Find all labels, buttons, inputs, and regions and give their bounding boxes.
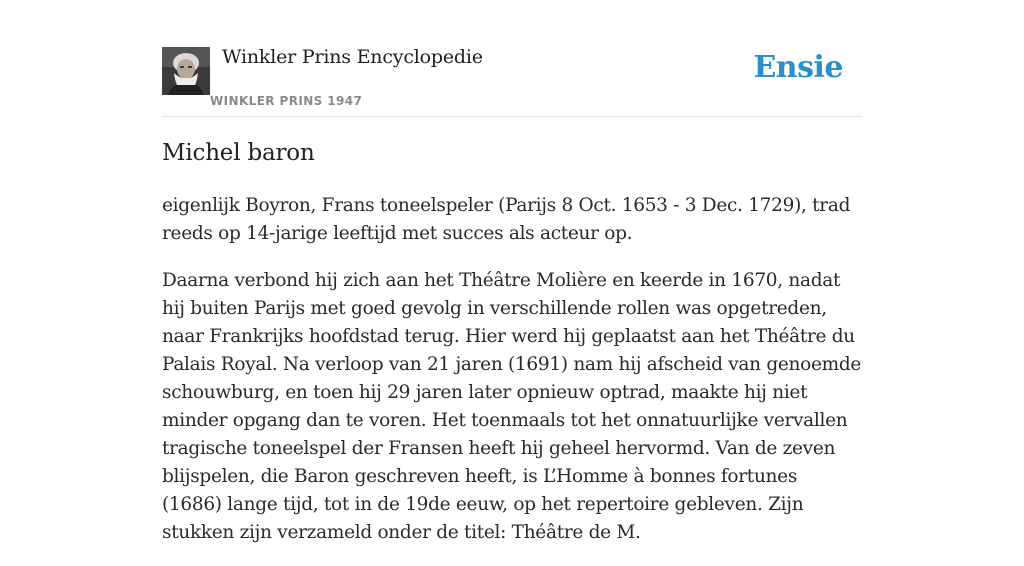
source-edition[interactable]: WINKLER PRINS 1947 bbox=[210, 94, 363, 108]
article-paragraph: eigenlijk Boyron, Frans toneelspeler (Parijs 8 Oct. 1653 - 3 Dec. 1729), trad reeds op 14-jarige leeftijd met succes als acteur op. bbox=[162, 195, 851, 244]
source-name[interactable]: Winkler Prins Encyclopedie bbox=[222, 46, 483, 68]
article-body bbox=[162, 192, 862, 566]
source-header bbox=[162, 0, 862, 117]
avatar[interactable] bbox=[162, 47, 210, 95]
content-container bbox=[162, 0, 862, 543]
bearded-man-portrait-icon bbox=[162, 47, 210, 95]
page-title: Michel baron bbox=[162, 140, 315, 166]
brand-logo[interactable]: Ensie bbox=[753, 50, 843, 85]
article-paragraph: Daarna verbond hij zich aan het Théâtre Molière en keerde in 1670, nadat hij buiten Parijs met goed gevolg in verschillende rollen was opgetreden, naar Frankrijks hoofdstad terug. Hier werd hij geplaatst aan het Théâtre du Palais Royal. Na verloop van 21 jaren (1691) nam hij afscheid van genoemde schouwburg, en toen hij 29 jaren later opnieuw optrad, maakte hij niet minder opgang dan te voren. Het toenmaals tot het onnatuurlijke vervallen tragische toneelspel der Fransen heeft hij geheel hervormd. Van de zeven blijspelen, die Baron geschreven heeft, is L’Homme à bonnes fortunes (1686) lange tijd, tot in de 19de eeuw, op het repertoire gebleven. Zijn stukken zijn verzameld onder de titel: Théâtre de M. bbox=[162, 270, 862, 543]
